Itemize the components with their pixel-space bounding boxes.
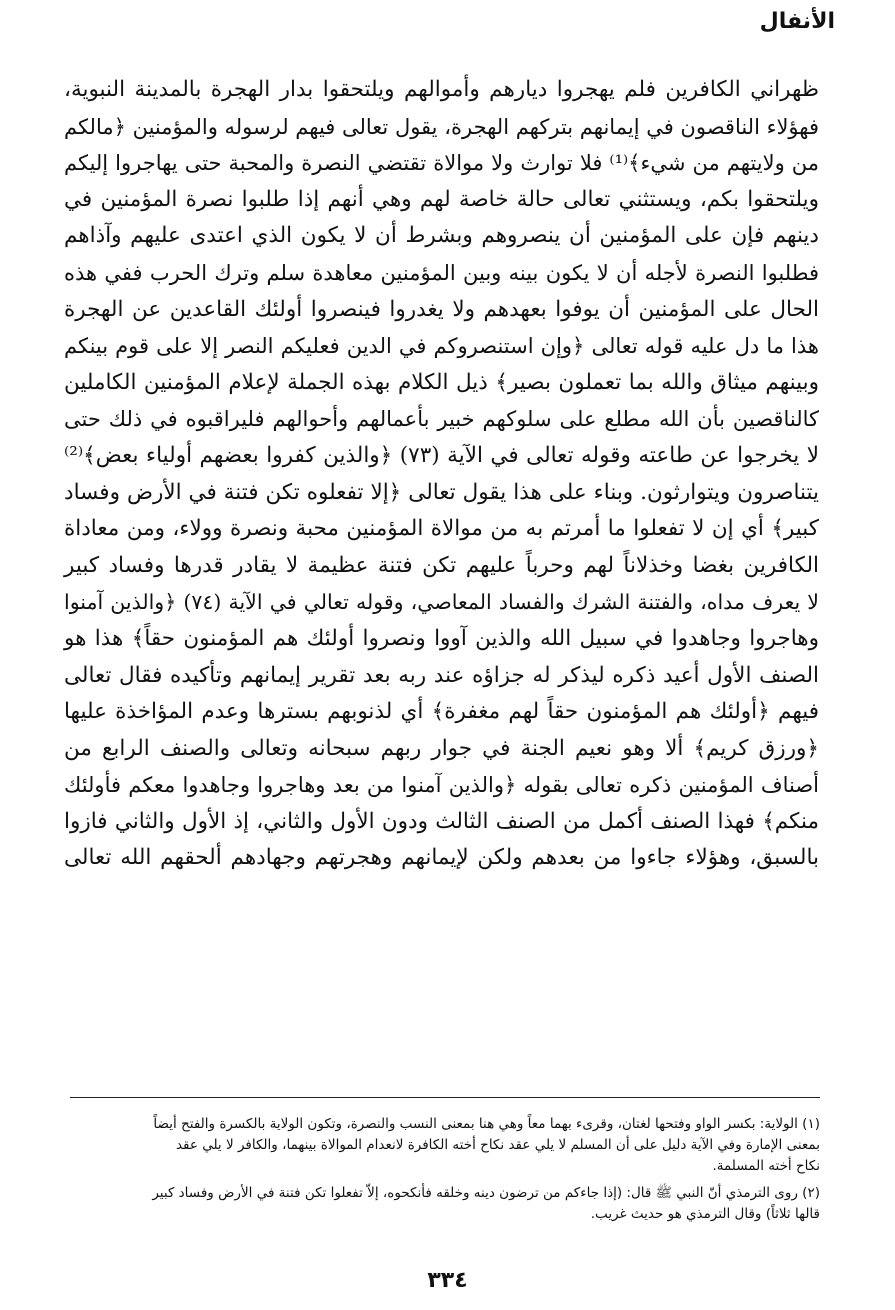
footnote-divider (70, 1097, 820, 1098)
body-line: لا يخرجوا عن طاعته وقوله تعالى في الآية (٧٣) ﴿والذين كفروا بعضهم أولياء بعض﴾⁽²⁾ (64, 442, 819, 468)
footnote-line: نكاح أخته المسلمة. (712, 1158, 820, 1174)
body-line: فطلبوا النصرة لأجله أن لا يكون بينه وبين المؤمنين معاهدة سلم وترك الحرب ففي هذه (64, 260, 819, 285)
footnote-2 (70, 1183, 820, 1225)
body-line: أصناف المؤمنين ذكره تعالى بقوله ﴿والذين آمنوا من بعد وهاجروا وجاهدوا معكم فأولئك (64, 773, 819, 798)
body-line: الصنف الأول أعيد ذكره ليذكر له جزاؤه عند ربه بعد تقرير إيمانهم وتأكيده فقال تعالى (64, 662, 819, 688)
body-line: من ولايتهم من شيء﴾⁽¹⁾ فلا توارث ولا موالاة تقتضي النصرة والمحبة حتى يهاجروا إليكم (64, 151, 819, 176)
body-line: فيهم ﴿أولئك هم المؤمنون حقاً لهم مغفرة﴾ أي لذنوبهم بسترها وعدم المؤاخذة عليها (64, 699, 819, 725)
page-number: ٣٣٤ (427, 1268, 468, 1293)
running-header-title: الأنفال (759, 9, 835, 34)
body-line: فهؤلاء الناقصون في إيمانهم بتركهم الهجرة، يقول تعالى فيهم لرسوله والمؤمنين ﴿مالكم (63, 114, 819, 139)
body-line: دينهم فإن على المؤمنين أن ينصروهم وبشرط أن لا يكون الذي اعتدى عليهم وآذاهم (64, 223, 819, 249)
body-line: لا يعرف مداه، والفتنة الشرك والفساد المعاصي، وقوله تعالي في الآية (٧٤) ﴿والذين آمنوا (64, 590, 819, 615)
body-line: ظهراني الكافرين فلم يهجروا ديارهم وأموالهم ويلتحقوا بدار الهجرة بالمدينة النبوية، (64, 77, 819, 102)
body-line: يتناصرون ويتوارثون. وبناء على هذا يقول تعالى ﴿إلا تفعلوه تكن فتنة في الأرض وفساد (64, 479, 819, 505)
main-body-text (64, 72, 819, 877)
body-line: وهاجروا وجاهدوا في سبيل الله والذين آووا ونصروا أولئك هم المؤمنون حقاً﴾ هذا هو (64, 625, 819, 651)
body-line: الكافرين بغضا وخذلاناً لهم وحرباً عليهم تكن فتنة عظيمة لا يقادر قدرها وفساد كبير (64, 552, 819, 578)
body-line: ويلتحقوا بكم، ويستثني تعالى حالة خاصة لهم وهي أنهم إذا طلبوا نصرة المؤمنين في (64, 186, 819, 212)
body-line: الحال على المؤمنين أن يوفوا بعهدهم ولا يغدروا فينصروا أولئك القاعدين عن الهجرة (64, 296, 819, 322)
body-line: كبير﴾ أي إن لا تفعلوا ما أمرتم به من موالاة المؤمنين محبة ونصرة وولاء، ومن معاداة (64, 516, 819, 542)
footnote-line: بمعنى الإمارة وفي الآية دليل على أن المسلم لا يلي عقد نكاح أخته الكافرة لانعدام الموالاة بينهما، والكافر لا يلي عقد (175, 1137, 820, 1153)
footnotes-section (70, 1114, 820, 1225)
footnote-1 (70, 1114, 820, 1177)
body-line: ﴿ورزق كريم﴾ ألا وهو نعيم الجنة في جوار ربهم سبحانه وتعالى والصنف الرابع من (64, 735, 819, 761)
footnote-line: قالها ثلاثاً) وقال الترمذي هو حديث غريب. (590, 1206, 820, 1222)
body-line: بالسبق، وهؤلاء جاءوا من بعدهم ولكن لإيمانهم وهجرتهم وجهادهم ألحقهم الله تعالى (64, 845, 819, 871)
body-line: وبينهم ميثاق والله بما تعملون بصير﴾ ذيل الكلام بهذه الجملة لإعلام المؤمنين الكاملين (64, 369, 819, 395)
body-line: هذا ما دل عليه قوله تعالى ﴿وإن استنصروكم في الدين فعليكم النصر إلا على قوم بينكم (64, 334, 819, 359)
body-line: كالناقصين بأن الله مطلع على سلوكهم خبير بأعمالهم وأحوالهم فليراقبوه في ذلك حتى (64, 407, 819, 432)
body-line: منكم﴾ فهذا الصنف أكمل من الصنف الثالث ودون الأول والثاني، إذ الأول والثاني فازوا (64, 808, 819, 834)
footnote-line: (١) الولاية: بكسر الواو وفتحها لغتان، وقرىء بهما معاً وهي هنا بمعنى النسب والنصرة، وتكون الولاية بالكسرة والفتح أيضاً (153, 1116, 820, 1132)
footnote-line: (٢) روى الترمذي أنّ النبي ﷺ قال: (إذا جاءكم من ترضون دينه وخلقه فأنكحوه، إلاّ تفعلوا تكن فتنة في الأرض وفساد كبير (152, 1185, 820, 1201)
